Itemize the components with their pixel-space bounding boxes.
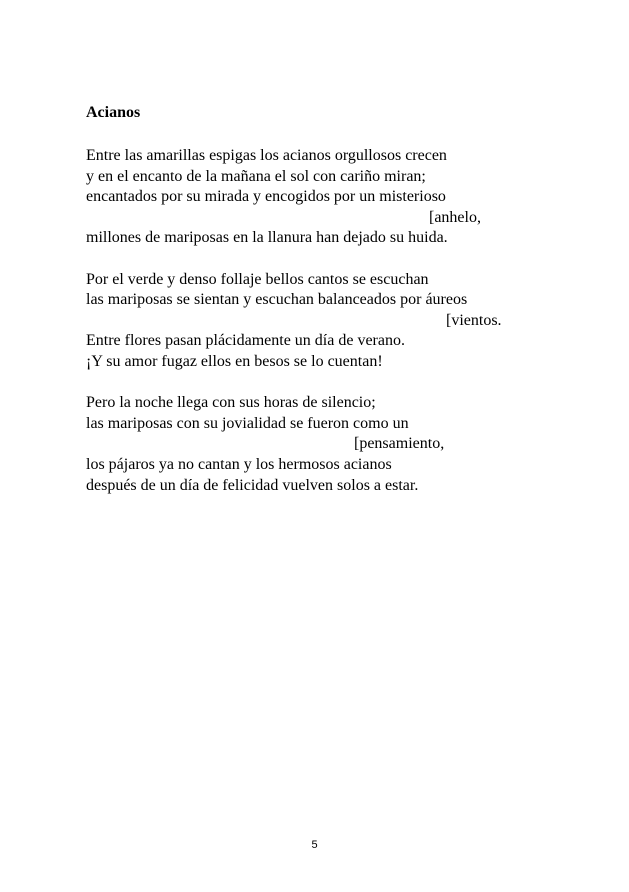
poem-line-continuation: [vientos. <box>446 311 502 329</box>
poem-line: millones de mariposas en la llanura han dejado su huida. <box>86 229 448 247</box>
poem-line: Pero la noche llega con sus horas de silencio; <box>86 394 376 412</box>
poem-line: ¡Y su amor fugaz ellos en besos se lo cuentan! <box>86 352 383 370</box>
poem-line-continuation: [pensamiento, <box>354 435 445 453</box>
poem-line-continuation: [anhelo, <box>429 208 481 226</box>
poem-line: los pájaros ya no cantan y los hermosos acianos <box>86 455 392 473</box>
stanza-1 <box>86 146 546 249</box>
poem-title: Acianos <box>86 104 141 121</box>
poem-line: después de un día de felicidad vuelven solos a estar. <box>86 476 419 494</box>
page-number: 5 <box>311 839 318 851</box>
poem-line: Entre las amarillas espigas los acianos orgullosos crecen <box>86 147 447 164</box>
stanza-break <box>86 249 546 270</box>
poem-body <box>86 146 546 496</box>
poem-line: las mariposas se sientan y escuchan balanceados por áureos <box>86 291 468 309</box>
stanza-3 <box>86 393 546 496</box>
stanza-2 <box>86 270 546 373</box>
poem-line: las mariposas con su jovialidad se fueron como un <box>86 414 409 432</box>
poem-line: Por el verde y denso follaje bellos cantos se escuchan <box>86 270 429 288</box>
poem-line: encantados por su mirada y encogidos por un misterioso <box>86 188 446 206</box>
stanza-break <box>86 373 546 394</box>
poem-line: Entre flores pasan plácidamente un día de verano. <box>86 332 405 350</box>
poem-line: y en el encanto de la mañana el sol con cariño miran; <box>86 167 426 185</box>
